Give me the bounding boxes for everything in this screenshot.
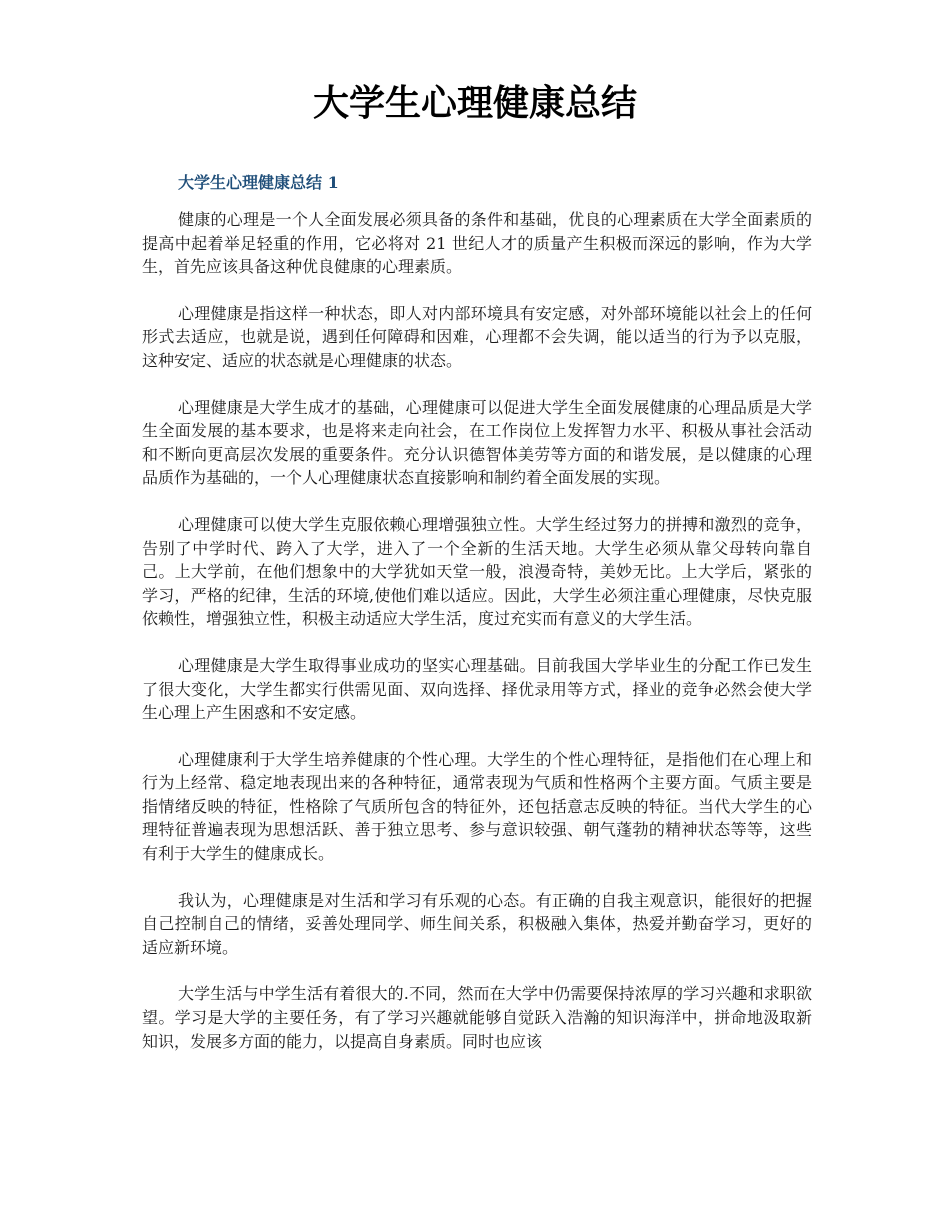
- document-body: [142, 208, 812, 1076]
- paragraph-3: 心理健康是大学生成才的基础，心理健康可以促进大学生全面发展健康的心理品质是大学生全面发展的基本要求，也是将来走向社会，在工作岗位上发挥智力水平、积极从事社会活动和不断向更高层次发展的重要条件。充分认识德智体美劳等方面的和谐发展，是以健康的心理品质作为基础的，一个人心理健康状态直接影响和制约着全面发展的实现。: [142, 397, 812, 488]
- section-heading: 大学生心理健康总结 1: [178, 173, 339, 192]
- paragraph-7: 我认为，心理健康是对生活和学习有乐观的心态。有正确的自我主观意识，能很好的把握自己控制自己的情绪，妥善处理同学、师生间关系，积极融入集体，热爱并勤奋学习，更好的适应新环境。: [142, 890, 812, 957]
- paragraph-5: 心理健康是大学生取得事业成功的坚实心理基础。目前我国大学毕业生的分配工作已发生了很大变化，大学生都实行供需见面、双向选择、择优录用等方式，择业的竞争必然会使大学生心理上产生困惑和不安定感。: [142, 655, 812, 723]
- document-title: 大学生心理健康总结: [312, 83, 637, 124]
- paragraph-8: 大学生活与中学生活有着很大的.不同，然而在大学中仍需要保持浓厚的学习兴趣和求职欲望。学习是大学的主要任务，有了学习兴趣就能够自觉跃入浩瀚的知识海洋中，拼命地汲取新知识，发展多方面的能力，以提高自身素质。同时也应该: [142, 984, 812, 1051]
- paragraph-6: 心理健康利于大学生培养健康的个性心理。大学生的个性心理特征，是指他们在心理上和行为上经常、稳定地表现出来的各种特征，通常表现为气质和性格两个主要方面。气质主要是指情绪反映的特征，性格除了气质所包含的特征外，还包括意志反映的特征。当代大学生的心理特征普遍表现为思想活跃、善于独立思考、参与意识较强、朝气蓬勃的精神状态等等，这些有利于大学生的健康成长。: [142, 749, 812, 864]
- paragraph-4: 心理健康可以使大学生克服依赖心理增强独立性。大学生经过努力的拼搏和激烈的竞争，告别了中学时代、跨入了大学，进入了一个全新的生活天地。大学生必须从靠父母转向靠自己。上大学前，在他们想象中的大学犹如天堂一般，浪漫奇特，美妙无比。上大学后，紧张的学习，严格的纪律，生活的环境,使他们难以适应。因此，大学生必须注重心理健康，尽快克服依赖性，增强独立性，积极主动适应大学生活，度过充实而有意义的大学生活。: [142, 514, 812, 629]
- paragraph-1: 健康的心理是一个人全面发展必须具备的条件和基础，优良的心理素质在大学全面素质的提高中起着举足轻重的作用，它必将对 21 世纪人才的质量产生积极而深远的影响，作为大学生，首先应该具备这种优良健康的心理素质。: [142, 210, 812, 277]
- paragraph-2: 心理健康是指这样一种状态，即人对内部环境具有安定感，对外部环境能以社会上的任何形式去适应，也就是说，遇到任何障碍和因难，心理都不会失调，能以适当的行为予以克服，这种安定、适应的状态就是心理健康的状态。: [142, 303, 812, 370]
